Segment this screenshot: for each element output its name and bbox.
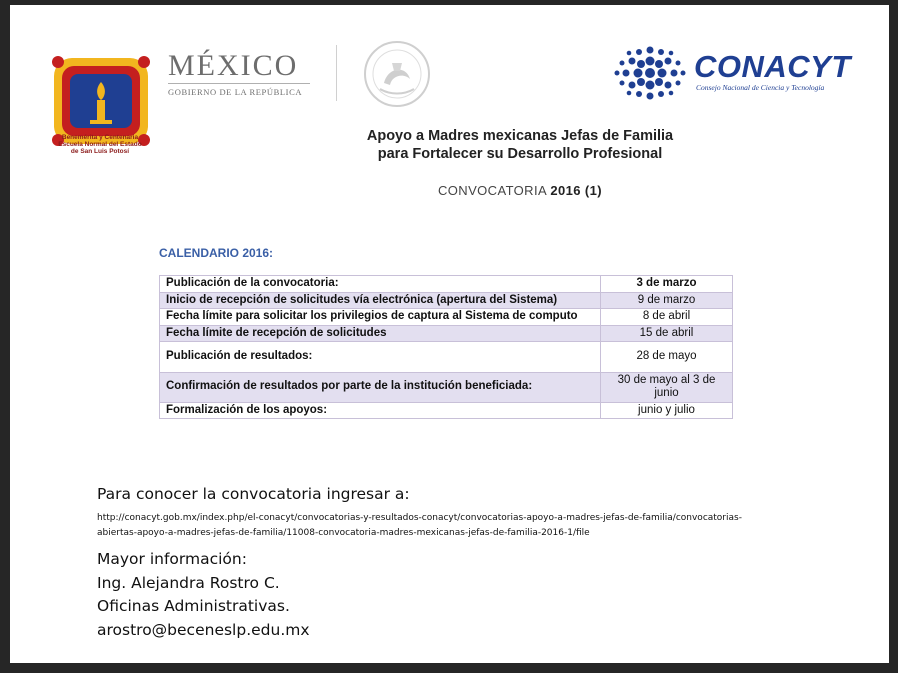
mexico-logo-subtitle: GOBIERNO DE LA REPÚBLICA	[168, 87, 303, 97]
becene-caption-line: Escuela Normal del Estado	[58, 141, 142, 148]
heading-line: para Fortalecer su Desarrollo Profesional	[377, 146, 663, 162]
calendar-row	[160, 276, 733, 293]
convocatoria-title	[310, 183, 730, 198]
calendar-event: Fecha límite de recepción de solicitudes	[160, 325, 601, 342]
calendar-date: 9 de marzo	[601, 292, 733, 309]
slide	[10, 5, 889, 663]
calendar-event: Publicación de resultados:	[160, 342, 601, 373]
conacyt-logo-title: CONACYT	[694, 49, 851, 84]
calendar-row	[160, 309, 733, 326]
calendar-event: Confirmación de resultados por parte de la institución beneficiada:	[160, 372, 601, 402]
calendar-event: Publicación de la convocatoria:	[160, 276, 601, 293]
becene-caption-line: de San Luis Potosí	[70, 148, 130, 155]
announcement-heading	[310, 127, 730, 163]
calendar-event: Fecha límite para solicitar los privilegios de captura al Sistema de computo	[160, 309, 601, 326]
contact-name: Ing. Alejandra Rostro C.	[97, 573, 280, 592]
conacyt-dots-icon	[610, 43, 690, 103]
logo-divider	[336, 45, 337, 101]
heading-line: Apoyo a Madres mexicanas Jefas de Familia	[366, 128, 674, 144]
calendar-date: 15 de abril	[601, 325, 733, 342]
contact-email[interactable]: arostro@beceneslp.edu.mx	[97, 620, 310, 639]
info-title: Mayor información:	[97, 550, 247, 568]
convocatoria-year: 2016 (1)	[550, 183, 602, 198]
calendar-date: 28 de mayo	[601, 342, 733, 373]
calendar-date: 3 de marzo	[601, 276, 733, 293]
calendar-row	[160, 325, 733, 342]
calendar-date: 8 de abril	[601, 309, 733, 326]
mexico-logo-title: MÉXICO	[168, 49, 299, 82]
link-line[interactable]: http://conacyt.gob.mx/index.php/el-conacyt/convocatorias-y-resultados-conacyt/convocatorias-apoyo-a-madres-jefas-de-familia/convocatorias-	[97, 513, 742, 523]
mexico-logo-rule	[168, 83, 310, 84]
contact-info	[97, 548, 310, 642]
convocatoria-link[interactable]	[97, 511, 827, 541]
becene-caption	[40, 134, 160, 155]
calendar-row	[160, 342, 733, 373]
national-seal-icon	[350, 39, 444, 109]
intro-text: Para conocer la convocatoria ingresar a:	[97, 485, 410, 503]
calendar-table	[159, 275, 733, 419]
calendar-row	[160, 292, 733, 309]
calendar-title: CALENDARIO 2016:	[159, 246, 274, 260]
link-line[interactable]: abiertas-apoyo-a-madres-jefas-de-familia/11008-convocatoria-madres-mexicanas-jefas-de-familia-2016-1/file	[97, 528, 590, 538]
calendar-date: junio y julio	[601, 402, 733, 419]
calendar-date: 30 de mayo al 3 de junio	[601, 372, 733, 402]
conacyt-logo-subtitle: Consejo Nacional de Ciencia y Tecnología	[696, 83, 825, 92]
contact-office: Oficinas Administrativas.	[97, 597, 290, 615]
calendar-event: Formalización de los apoyos:	[160, 402, 601, 419]
calendar-row	[160, 402, 733, 419]
convocatoria-label: CONVOCATORIA	[438, 183, 547, 198]
calendar-row	[160, 372, 733, 402]
calendar-event: Inicio de recepción de solicitudes vía electrónica (apertura del Sistema)	[160, 292, 601, 309]
becene-caption-line: Benemérita y Centenaria	[61, 134, 139, 141]
